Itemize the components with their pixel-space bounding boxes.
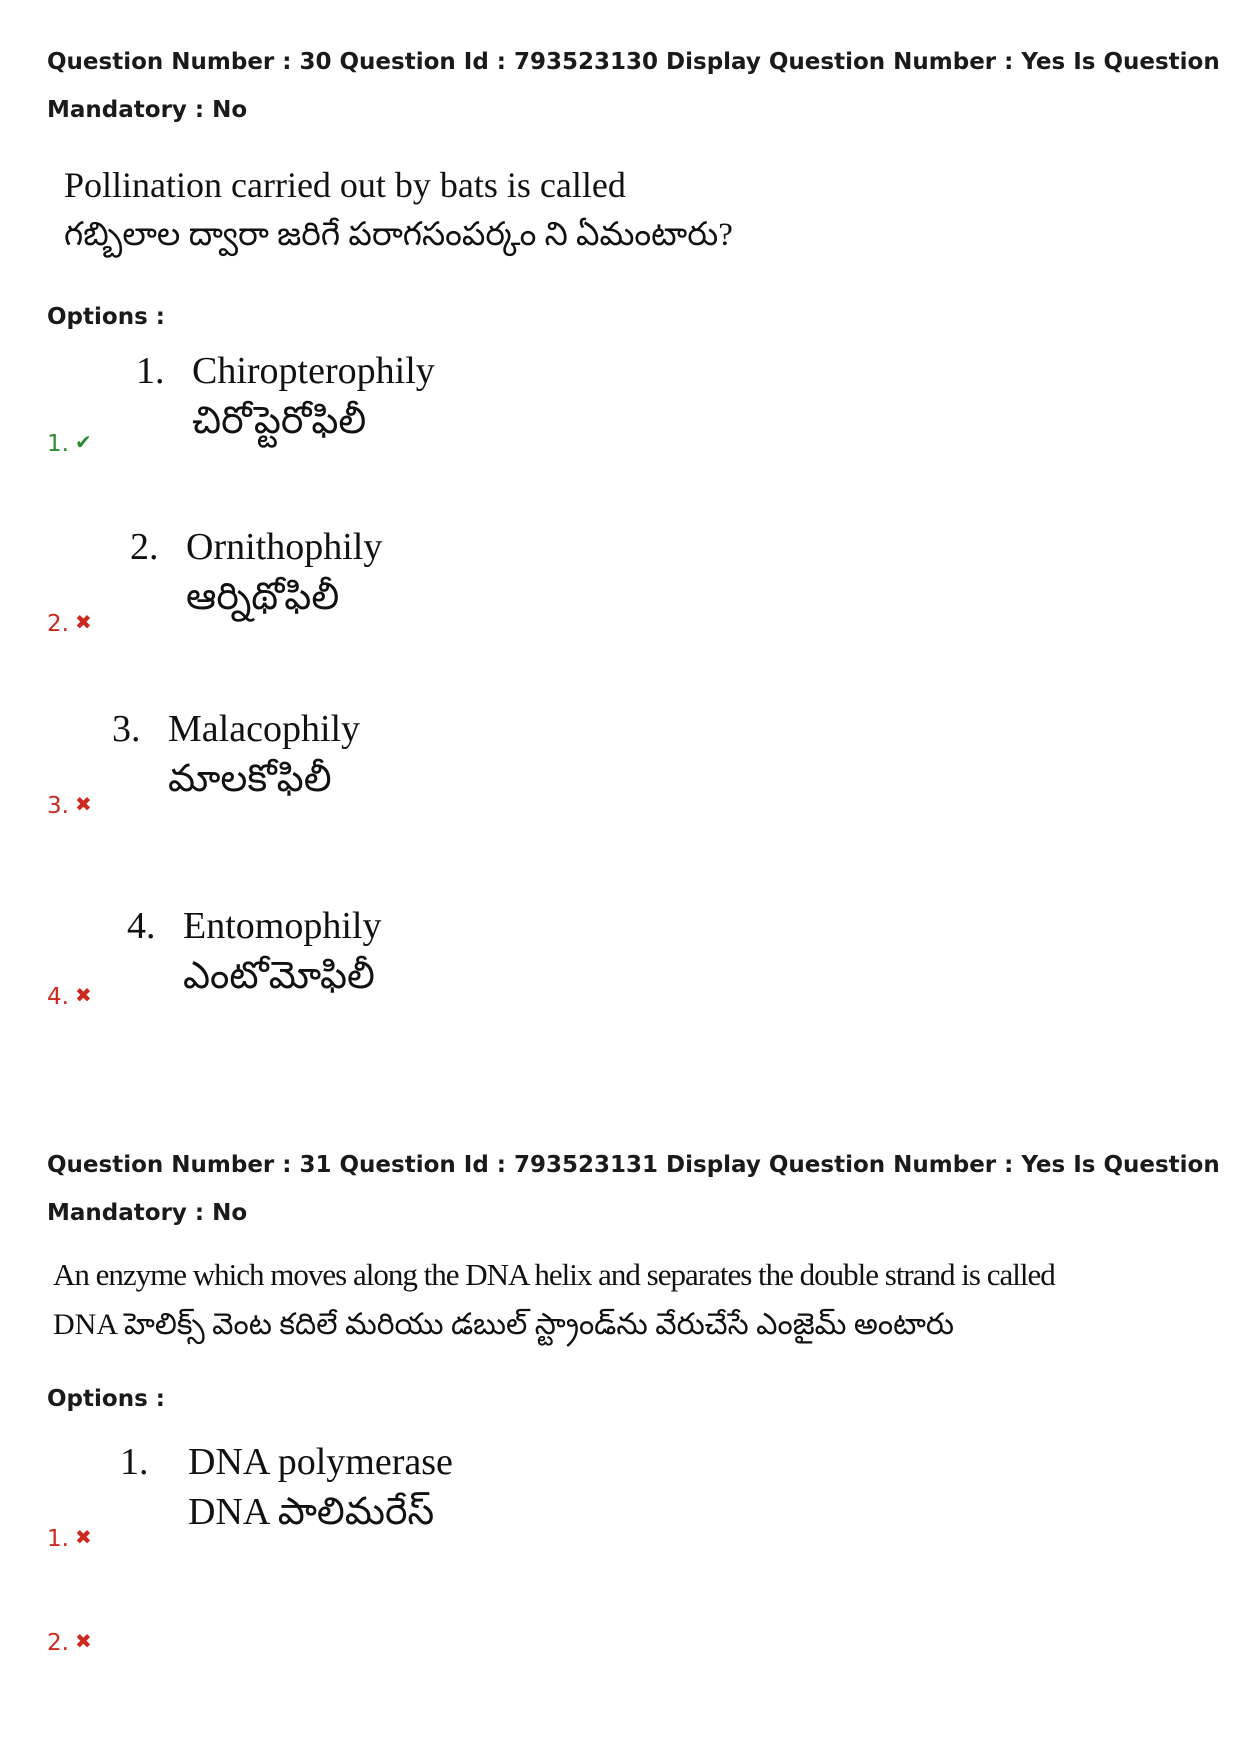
option-text-telugu: చిరోప్టెరోఫిలీ — [192, 400, 367, 442]
option-text-english: Malacophily — [168, 708, 361, 750]
options-label: Options : — [47, 304, 165, 330]
option-text-english: DNA polymerase — [188, 1441, 453, 1483]
option-1[interactable] — [136, 346, 435, 446]
option-text-english: Ornithophily — [186, 526, 383, 568]
question-stem-30 — [64, 160, 733, 260]
option-marker-2 — [47, 1629, 92, 1656]
question-text-telugu: DNA హెలిక్స్ వెంట కదిలే మరియు డబుల్ స్ట్రాండ్‌ను వేరుచేసే ఎంజైమ్ అంటారు — [53, 1308, 955, 1341]
option-text-telugu: ఆర్నిథోఫిలీ — [186, 576, 340, 618]
option-text-english: Chiropterophily — [192, 350, 435, 392]
question-meta-line: Mandatory : No — [47, 1200, 248, 1226]
cross-icon: ✖ — [74, 1629, 92, 1653]
option-number: 2. — [130, 526, 159, 568]
option-marker-2 — [47, 610, 92, 637]
cross-icon: ✖ — [74, 792, 92, 816]
question-meta-30 — [47, 38, 1220, 134]
option-1[interactable] — [120, 1437, 453, 1537]
question-text-telugu: గబ్బిలాల ద్వారా జరిగే పరాగసంపర్కం ని ఏమంటారు? — [64, 217, 733, 253]
question-meta-31 — [47, 1141, 1220, 1237]
question-stem-31 — [53, 1250, 1055, 1350]
option-marker-number: 3. — [47, 793, 69, 819]
option-marker-number: 1. — [47, 1526, 69, 1552]
cross-icon: ✖ — [74, 983, 92, 1007]
option-marker-1 — [47, 430, 92, 457]
cross-icon: ✖ — [74, 1525, 92, 1549]
check-icon: ✔ — [74, 430, 92, 454]
option-3[interactable] — [112, 704, 360, 804]
cross-icon: ✖ — [74, 610, 92, 634]
question-meta-line: Question Number : 31 Question Id : 793523131 Display Question Number : Yes Is Question — [47, 1152, 1220, 1178]
question-meta-line: Mandatory : No — [47, 97, 248, 123]
question-meta-line: Question Number : 30 Question Id : 793523130 Display Question Number : Yes Is Question — [47, 49, 1220, 75]
option-text-telugu: ఎంటోమోఫిలీ — [183, 955, 375, 997]
option-marker-1 — [47, 1525, 92, 1552]
question-text-english: Pollination carried out by bats is called — [64, 165, 626, 205]
option-text-telugu: DNA పాలిమరేస్ — [188, 1491, 435, 1533]
options-label: Options : — [47, 1386, 165, 1412]
option-number: 1. — [120, 1441, 149, 1483]
option-text-english: Entomophily — [183, 905, 382, 947]
option-2[interactable] — [130, 522, 382, 622]
option-marker-number: 2. — [47, 1630, 69, 1656]
option-marker-4 — [47, 983, 92, 1010]
option-marker-number: 1. — [47, 431, 69, 457]
option-number: 1. — [136, 350, 165, 392]
option-text-telugu: మాలకోఫిలీ — [168, 758, 332, 800]
option-marker-3 — [47, 792, 92, 819]
option-4[interactable] — [127, 901, 381, 1001]
option-marker-number: 4. — [47, 984, 69, 1010]
option-number: 3. — [112, 708, 141, 750]
option-marker-number: 2. — [47, 611, 69, 637]
option-number: 4. — [127, 905, 156, 947]
question-text-english: An enzyme which moves along the DNA helix and separates the double strand is called — [53, 1257, 1055, 1292]
